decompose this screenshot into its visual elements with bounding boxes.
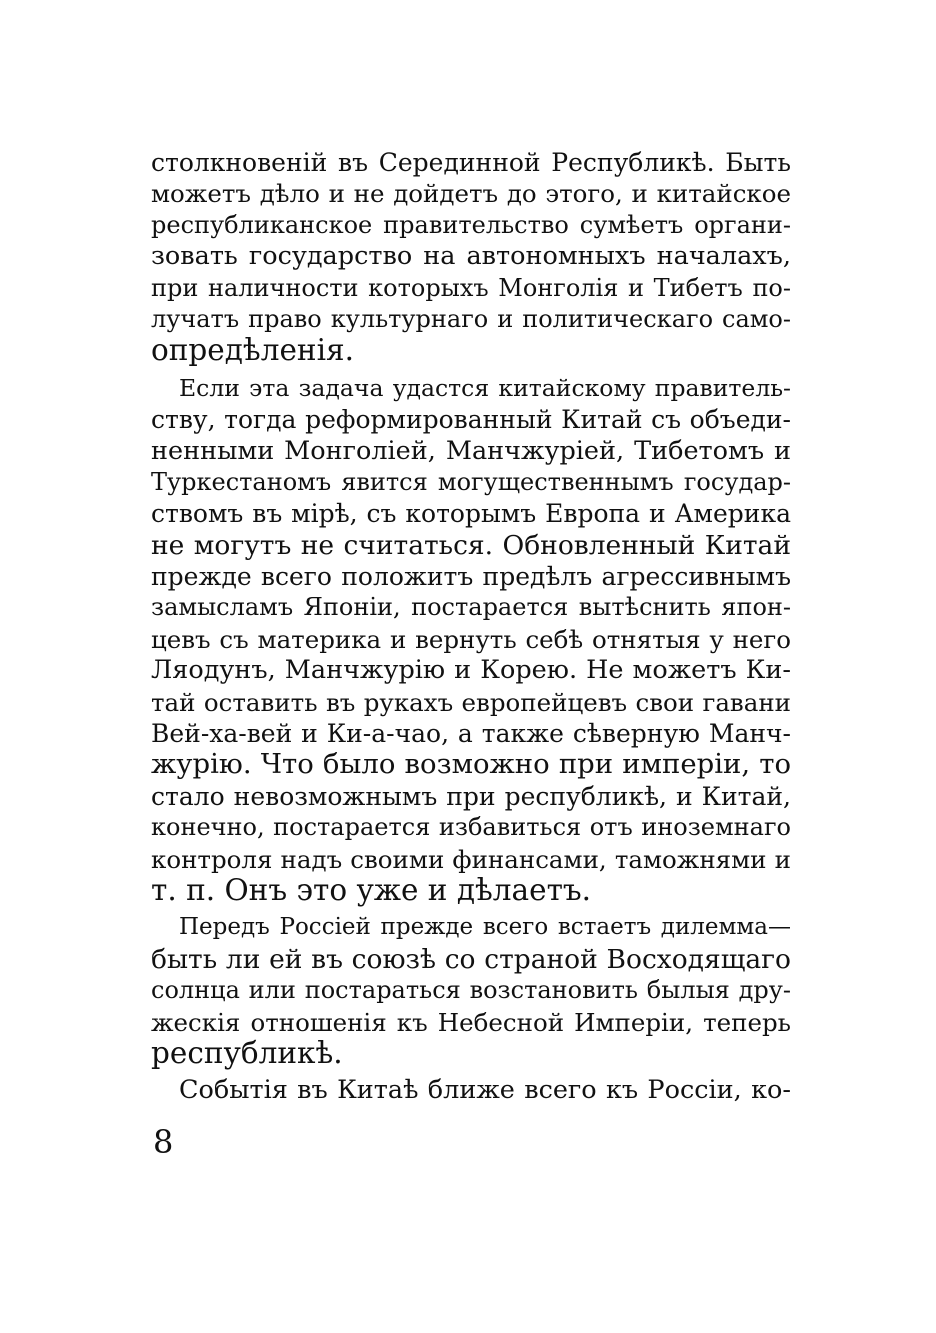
text-line: ству, тогда реформированный Китай съ объеди- [151, 405, 791, 435]
text-line: при наличности которыхъ Монголія и Тибетъ по- [151, 273, 791, 302]
text-line: столкновеній въ Серединной Республикѣ. Быть [151, 148, 791, 177]
text-line: зовать государство на автономныхъ началахъ, [151, 241, 791, 272]
paragraph [151, 373, 791, 907]
body-text [151, 147, 791, 1107]
text-line: Если эта задача удастся китайскому правитель- [179, 373, 791, 402]
text-line: Событія въ Китаѣ ближе всего къ Россіи, ко- [179, 1075, 791, 1106]
text-line: лучатъ право культурнаго и политическаго само- [151, 304, 791, 333]
text-line: Ляодунъ, Манчжурію и Корею. Не можетъ Ки- [151, 655, 791, 686]
text-line: т. п. Онъ это уже и дѣлаетъ. [151, 872, 592, 907]
text-line: можетъ дѣло и не дойдетъ до этого, и китайское [151, 179, 791, 209]
paragraph [151, 147, 791, 367]
text-line: замысламъ Японіи, постарается вытѣснить япон- [151, 593, 791, 622]
text-line: журію. Что было возможно при имперіи, то [151, 748, 791, 781]
paragraph [151, 1075, 791, 1106]
text-line: контроля надъ своими финансами, таможнями и [151, 844, 791, 874]
text-line: солнца или постараться возстановить былыя дру- [151, 976, 791, 1005]
text-line: прежде всего положитъ предѣлъ агрессивнымъ [151, 562, 791, 592]
text-line: республикѣ. [151, 1035, 343, 1070]
text-line: стало невозможнымъ при республикѣ, и Китай, [151, 781, 791, 811]
text-line: ствомъ въ мірѣ, съ которымъ Европа и Америка [151, 499, 791, 529]
text-line: опредѣленія. [151, 333, 354, 368]
text-line: республиканское правительство сумѣетъ органи- [151, 210, 791, 239]
text-line: цевъ съ материка и вернуть себѣ отнятыя у него [151, 624, 791, 654]
text-line: не могутъ не считаться. Обновленный Китай [151, 529, 791, 561]
text-line: жескія отношенія къ Небесной Имперіи, теперь [151, 1007, 791, 1037]
text-line: тай оставить въ рукахъ европейцевъ свои гавани [151, 687, 791, 717]
text-line: ненными Монголіей, Манчжуріей, Тибетомъ и [151, 435, 791, 466]
paragraph [151, 912, 791, 1069]
text-line: Туркестаномъ явится могущественнымъ государ- [151, 467, 791, 496]
page-number: 8 [153, 1123, 174, 1161]
text-line: быть ли ей въ союзѣ со страной Восходящаго [151, 943, 791, 975]
text-line: Передъ Россіей прежде всего встаетъ дилемма— [179, 914, 791, 941]
text-line: конечно, постарается избавиться отъ иноземнаго [151, 813, 791, 842]
text-line: Вей-ха-вей и Ки-а-чао, а также сѣверную Манч- [151, 719, 791, 749]
